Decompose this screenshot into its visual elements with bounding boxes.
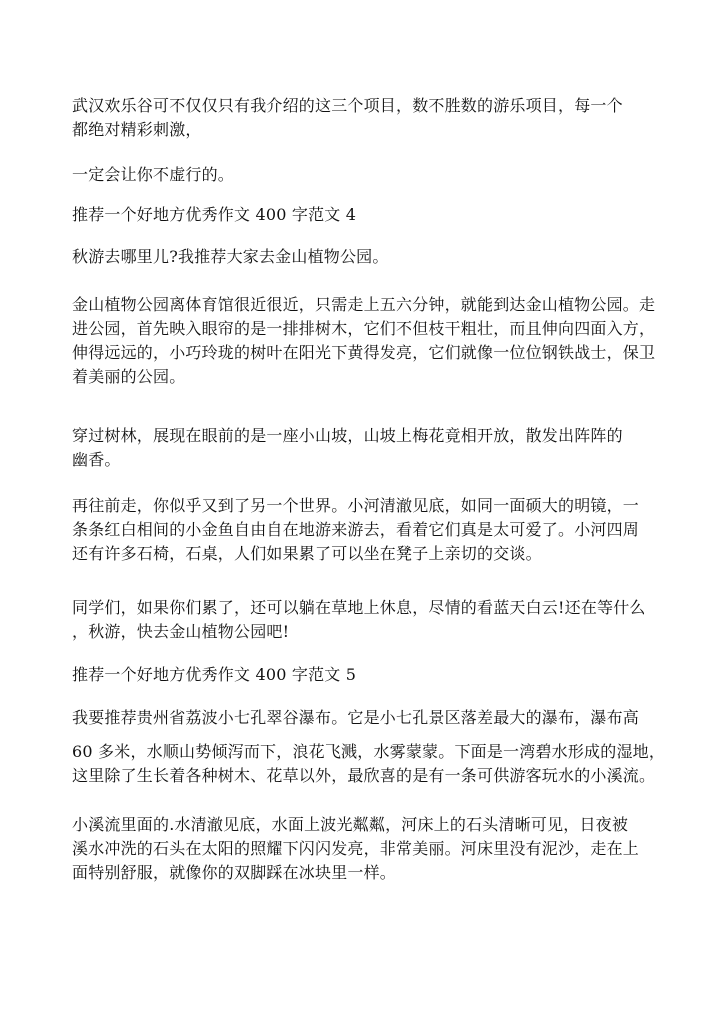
paragraph-5: 穿过树林，展现在眼前的是一座小山坡，山坡上梅花竟相开放，散发出阵阵的 幽香。 xyxy=(72,426,623,469)
paragraph-8: 我要推荐贵州省荔波小七孔翠谷瀑布。它是小七孔景区落差最大的瀑布，瀑布高 xyxy=(72,708,640,727)
paragraph-1: 武汉欢乐谷可不仅仅只有我介绍的这三个项目，数不胜数的游乐项目，每一个 都绝对精彩刺激， xyxy=(72,96,623,139)
section-heading-4: 推荐一个好地方优秀作文 400 字范文 4 xyxy=(72,205,357,224)
paragraph-3: 秋游去哪里儿?我推荐大家去金山植物公园。 xyxy=(72,247,389,266)
paragraph-4: 金山植物公园离体育馆很近很近，只需走上五六分钟，就能到达金山植物公园。走 进公园，首先映入眼帘的是一排排树木，它们不但枝干粗壮，而且伸向四面入方， 伸得远远的，小巧玲珑的树叶在阳光下黄得发亮，它们就像一位位钢铁战士，保卫 着美丽的公园。 xyxy=(72,295,656,386)
paragraph-7: 同学们，如果你们累了，还可以躺在草地上休息，尽情的看蓝天白云!还在等什么 ，秋游，快去金山植物公园吧! xyxy=(72,598,646,641)
paragraph-6: 再往前走，你似乎又到了另一个世界。小河清澈见底，如同一面硕大的明镜，一 条条红白相间的小金鱼自由自在地游来游去，看着它们真是太可爱了。小河四周 还有许多石椅，石桌，人们如果累了可以坐在凳子上亲切的交谈。 xyxy=(72,496,640,563)
paragraph-10: 小溪流里面的.水清澈见底，水面上波光粼粼，河床上的石头清晰可见，日夜被 溪水冲洗的石头在太阳的照耀下闪闪发亮，非常美丽。河床里没有泥沙，走在上 面特别舒服，就像你的双脚踩在冰块里一样。 xyxy=(72,815,640,882)
section-heading-5: 推荐一个好地方优秀作文 400 字范文 5 xyxy=(72,665,357,684)
paragraph-2: 一定会让你不虚行的。 xyxy=(72,165,235,184)
paragraph-9: 60 多米，水顺山势倾泻而下，浪花飞溅，水雾蒙蒙。下面是一湾碧水形成的湿地， 这里除了生长着各种树木、花草以外，最欣喜的是有一条可供游客玩水的小溪流。 xyxy=(72,742,666,785)
